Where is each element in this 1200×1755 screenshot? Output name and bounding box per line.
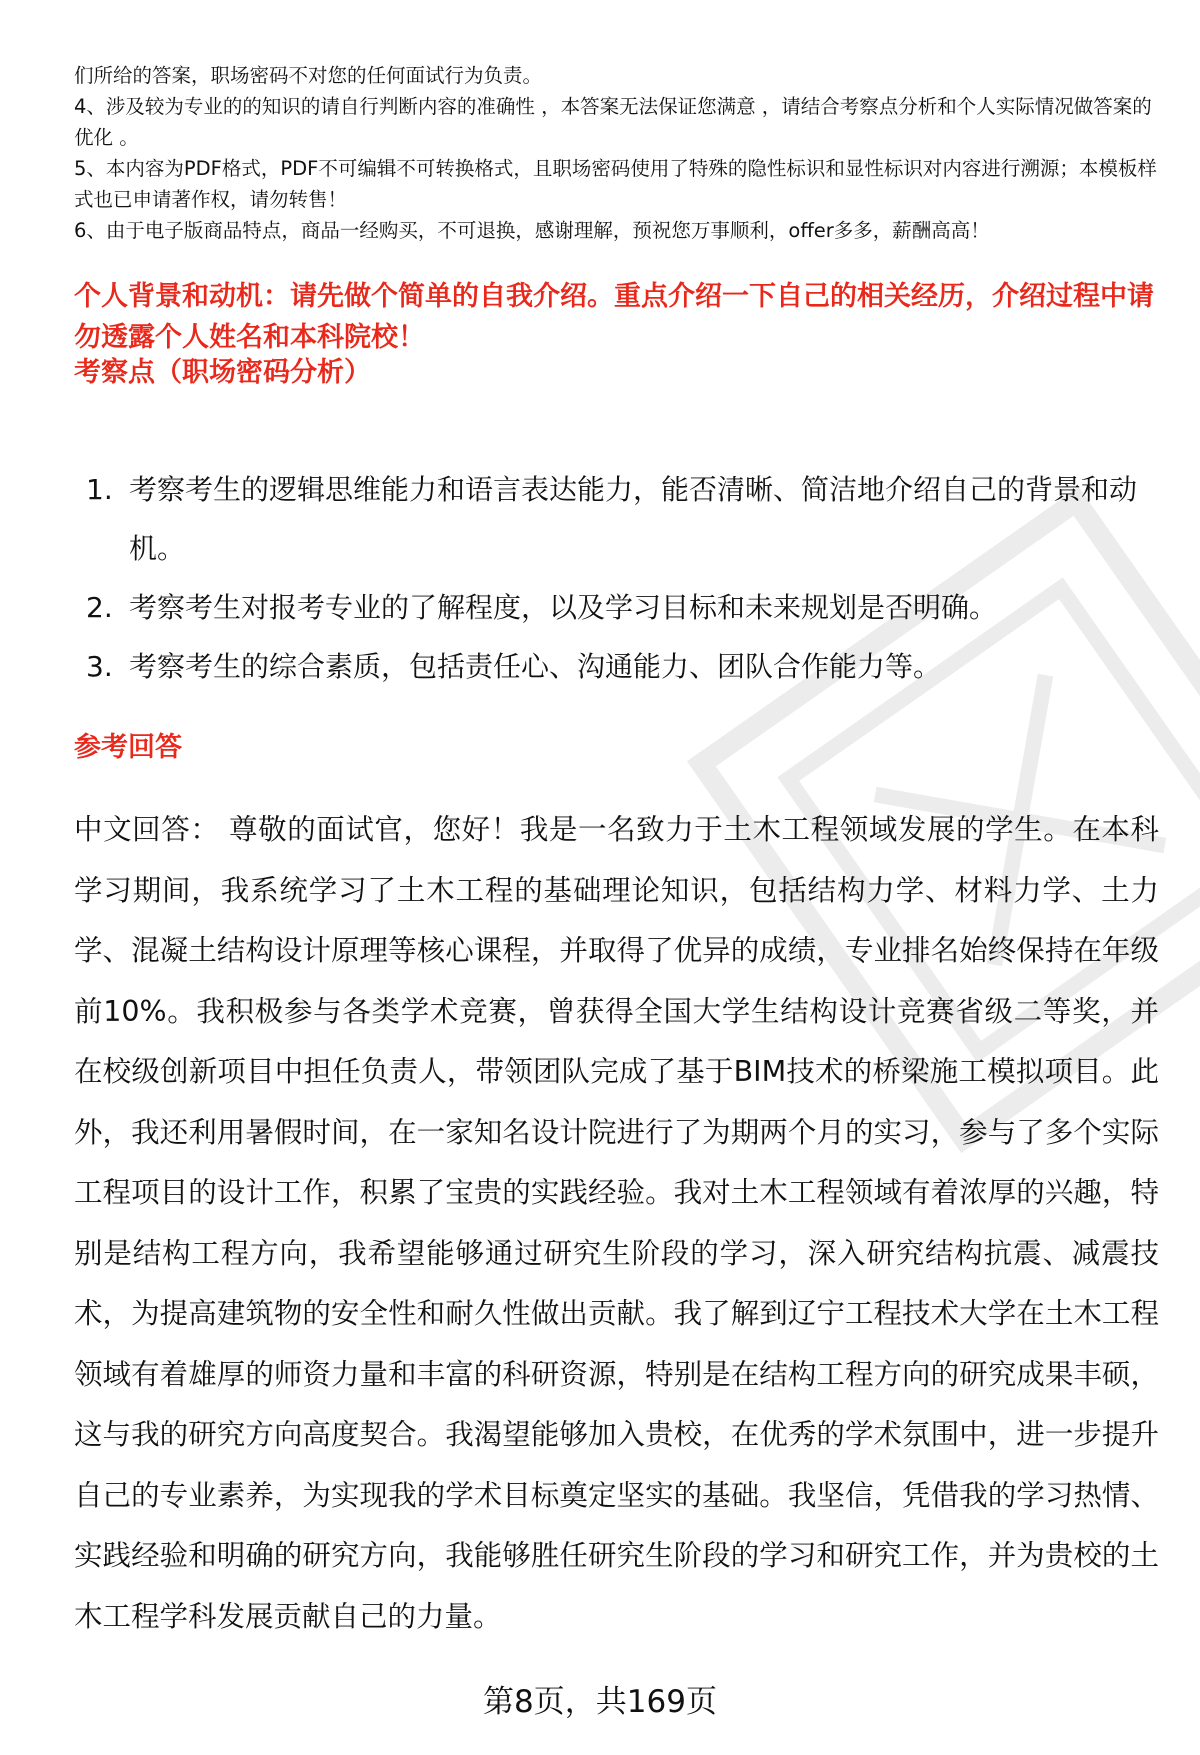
list-item — [74, 460, 1154, 578]
interview-question: 个人背景和动机：请先做个简单的自我介绍。重点介绍一下自己的相关经历，介绍过程中请勿透露个人姓名和本科院校！ — [74, 281, 1154, 353]
list-item-number: 3. — [86, 650, 113, 683]
page-number: 第8页，共169页 — [483, 1684, 717, 1720]
disclaimer-line: 6、由于电子版商品特点，商品一经购买，不可退换，感谢理解，预祝您万事顺利，offer多多，薪酬高高！ — [74, 219, 990, 242]
list-item — [74, 637, 1154, 696]
list-item-text: 考察考生对报考专业的了解程度，以及学习目标和未来规划是否明确。 — [129, 591, 998, 624]
disclaimer-line: 们所给的答案，职场密码不对您的任何面试行为负责。 — [74, 64, 543, 87]
list-item-text: 考察考生的逻辑思维能力和语言表达能力，能否清晰、简洁地介绍自己的背景和动机。 — [129, 473, 1138, 565]
disclaimer-line: 5、本内容为PDF格式，PDF不可编辑不可转换格式，且职场密码使用了特殊的隐性标识和显性标识对内容进行溯源；本模板样式也已申请著作权，请勿转售！ — [74, 157, 1157, 211]
disclaimer-line: 4、涉及较为专业的的知识的请自行判断内容的准确性 ，本答案无法保证您满意 ，请结合考察点分析和个人实际情况做答案的优化 。 — [74, 95, 1152, 149]
analysis-points-list — [74, 460, 1154, 696]
analysis-heading: 考察点（职场密码分析） — [74, 357, 371, 388]
list-item-number: 1. — [86, 473, 113, 506]
answer-heading: 参考回答 — [74, 732, 182, 763]
reference-answer: 中文回答： 尊敬的面试官，您好！我是一名致力于土木工程领域发展的学生。在本科学习期间，我系统学习了土木工程的基础理论知识，包括结构力学、材料力学、土力学、混凝土结构设计原理等核心课程，并取得了优异的成绩，专业排名始终保持在年级前10%。我积极参与各类学术竞赛，曾获得全国大学生结构设计竞赛省级二等奖，并在校级创新项目中担任负责人，带领团队完成了基于BIM技术的桥梁施工模拟项目。此外，我还利用暑假时间，在一家知名设计院进行了为期两个月的实习，参与了多个实际工程项目的设计工作，积累了宝贵的实践经验。我对土木工程领域有着浓厚的兴趣，特别是结构工程方向，我希望能够通过研究生阶段的学习，深入研究结构抗震、减震技术，为提高建筑物的安全性和耐久性做出贡献。我了解到辽宁工程技术大学在土木工程领域有着雄厚的师资力量和丰富的科研资源，特别是在结构工程方向的研究成果丰硕，这与我的研究方向高度契合。我渴望能够加入贵校，在优秀的学术氛围中，进一步提升自己的专业素养，为实现我的学术目标奠定坚实的基础。我坚信，凭借我的学习热情、实践经验和明确的研究方向，我能够胜任研究生阶段的学习和研究工作，并为贵校的土木工程学科发展贡献自己的力量。 — [74, 813, 1159, 1633]
list-item-number: 2. — [86, 591, 113, 624]
disclaimer-notes — [74, 60, 1164, 246]
list-item-text: 考察考生的综合素质，包括责任心、沟通能力、团队合作能力等。 — [129, 650, 942, 683]
list-item — [74, 578, 1154, 637]
